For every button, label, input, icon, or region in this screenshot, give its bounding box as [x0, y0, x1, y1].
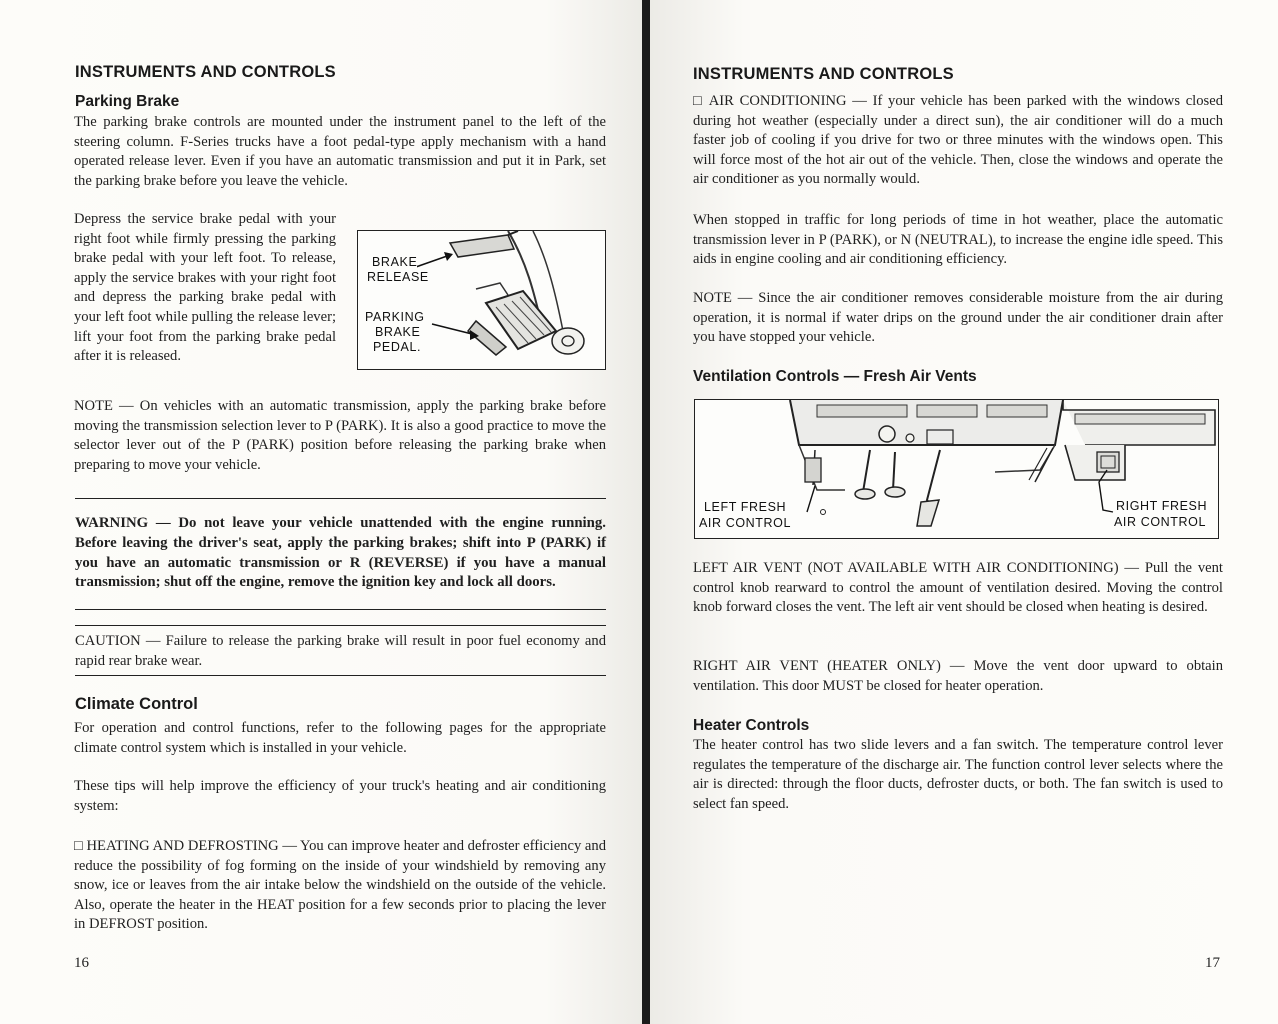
warning-text: WARNING — Do not leave your vehicle unattended with the engine running. Before leaving the driver's seat, apply the parking brakes; shift into P (PARK) if you have an automatic transmission or R (REVERSE) if you have a manual transmission; shut off the engine, remove the ignition key and lock all doors. — [75, 515, 606, 591]
parking-brake-paragraph-2: Depress the service brake pedal with your right foot while firmly pressing the parking brake pedal with your left foot. To release, apply the service brakes with your right foot and depress the parking brake pedal with your left foot while pulling the release lever; lift your foot from the parking brake pedal after it is released. — [74, 211, 336, 365]
left-fresh-air-label-line-1: LEFT FRESH — [704, 500, 787, 514]
ac-drain-note: NOTE — Since the air conditioner removes considerable moisture from the air during operation, it is normal if water drips on the ground under the air conditioner drain after you have stopped your vehicle. — [693, 290, 1223, 346]
page-number-left: 16 — [74, 955, 89, 971]
page-number-right: 17 — [1205, 955, 1220, 971]
heater-controls-paragraph: The heater control has two slide levers and a fan switch. The temperature control lever regulates the temperature of the discharge air. The function control lever selects where the air is directed: through the floor ducts, defroster ducts, or both. The fan switch is used to select fan speed. — [693, 737, 1223, 812]
parking-brake-pedal-label-line-1: PARKING — [365, 310, 425, 324]
heating-defrosting-paragraph: □ HEATING AND DEFROSTING — You can improve heater and defroster efficiency and reduce the possibility of fog forming on the inside of your windshield by removing any snow, ice or leaves from the air intake below the windshield on the outside of the vehicle. Also, operate the heater in the HEAT position for a few seconds prior to placing the lever in DEFROST position. — [74, 838, 606, 933]
parking-brake-figure — [357, 230, 606, 370]
page-heading: INSTRUMENTS AND CONTROLS — [75, 63, 336, 81]
traffic-idle-paragraph: When stopped in traffic for long periods of time in hot weather, place the automatic transmission lever in P (PARK), or N (NEUTRAL), to increase the engine idle speed. This aids in engine cooling and air conditioning efficiency. — [693, 212, 1223, 268]
right-page — [650, 0, 1278, 1024]
book-spine — [642, 0, 650, 1024]
fresh-air-vents-figure — [694, 399, 1219, 539]
right-fresh-air-label-line-2: AIR CONTROL — [1114, 515, 1207, 529]
caution-top-rule — [75, 625, 606, 626]
brake-release-label-line-1: BRAKE — [372, 255, 418, 269]
caution-bottom-rule — [75, 675, 606, 676]
parking-brake-note: NOTE — On vehicles with an automatic transmission, apply the parking brake before moving the transmission selection lever to P (PARK). It is also a good practice to move the selector lever out of the P (PARK) position before releasing the parking brake when preparing to move your vehicle. — [74, 398, 606, 473]
left-fresh-air-label-line-2: AIR CONTROL — [699, 516, 792, 530]
warning-top-rule — [75, 498, 606, 499]
section-title-heater-controls: Heater Controls — [693, 717, 810, 734]
brake-release-label-line-2: RELEASE — [367, 270, 429, 284]
air-conditioning-paragraph: □ AIR CONDITIONING — If your vehicle has been parked with the windows closed during hot weather (especially under a direct sun), the air conditioner will do a much faster job of cooling if you drive for two or three minutes with the windows open. This will force most of the hot air out of the vehicle. Then, close the windows and operate the air conditioner as you normally would. — [693, 93, 1223, 188]
climate-control-paragraph-1: For operation and control functions, refer to the following pages for the appropriate climate control system which is installed in your vehicle. — [74, 720, 606, 756]
caution-text: CAUTION — Failure to release the parking brake will result in poor fuel economy and rapid rear brake wear. — [75, 633, 606, 669]
page-heading: INSTRUMENTS AND CONTROLS — [693, 65, 954, 83]
climate-control-paragraph-2: These tips will help improve the efficiency of your truck's heating and air conditioning system: — [74, 778, 606, 814]
right-fresh-air-label-line-1: RIGHT FRESH — [1116, 499, 1208, 513]
section-title-parking-brake: Parking Brake — [75, 93, 180, 110]
section-title-ventilation: Ventilation Controls — Fresh Air Vents — [693, 368, 977, 385]
right-air-vent-paragraph: RIGHT AIR VENT (HEATER ONLY) — Move the vent door upward to obtain ventilation. This door MUST be closed for heater operation. — [693, 658, 1223, 694]
parking-brake-paragraph-1: The parking brake controls are mounted under the instrument panel to the left of the steering column. F-Series trucks have a foot pedal-type apply mechanism with a hand operated release lever. Even if you have an automatic transmission and put it in Park, set the parking brake before you leave the vehicle. — [74, 114, 606, 189]
warning-bottom-rule — [75, 609, 606, 610]
section-title-climate-control: Climate Control — [75, 695, 198, 713]
parking-brake-pedal-label-line-2: BRAKE — [375, 325, 421, 339]
left-air-vent-paragraph: LEFT AIR VENT (NOT AVAILABLE WITH AIR CONDITIONING) — Pull the vent control knob rearward to control the amount of ventilation desired. Moving the control knob forward closes the vent. The left air vent should be closed when heating is desired. — [693, 560, 1223, 616]
parking-brake-pedal-label-line-3: PEDAL. — [373, 340, 422, 354]
